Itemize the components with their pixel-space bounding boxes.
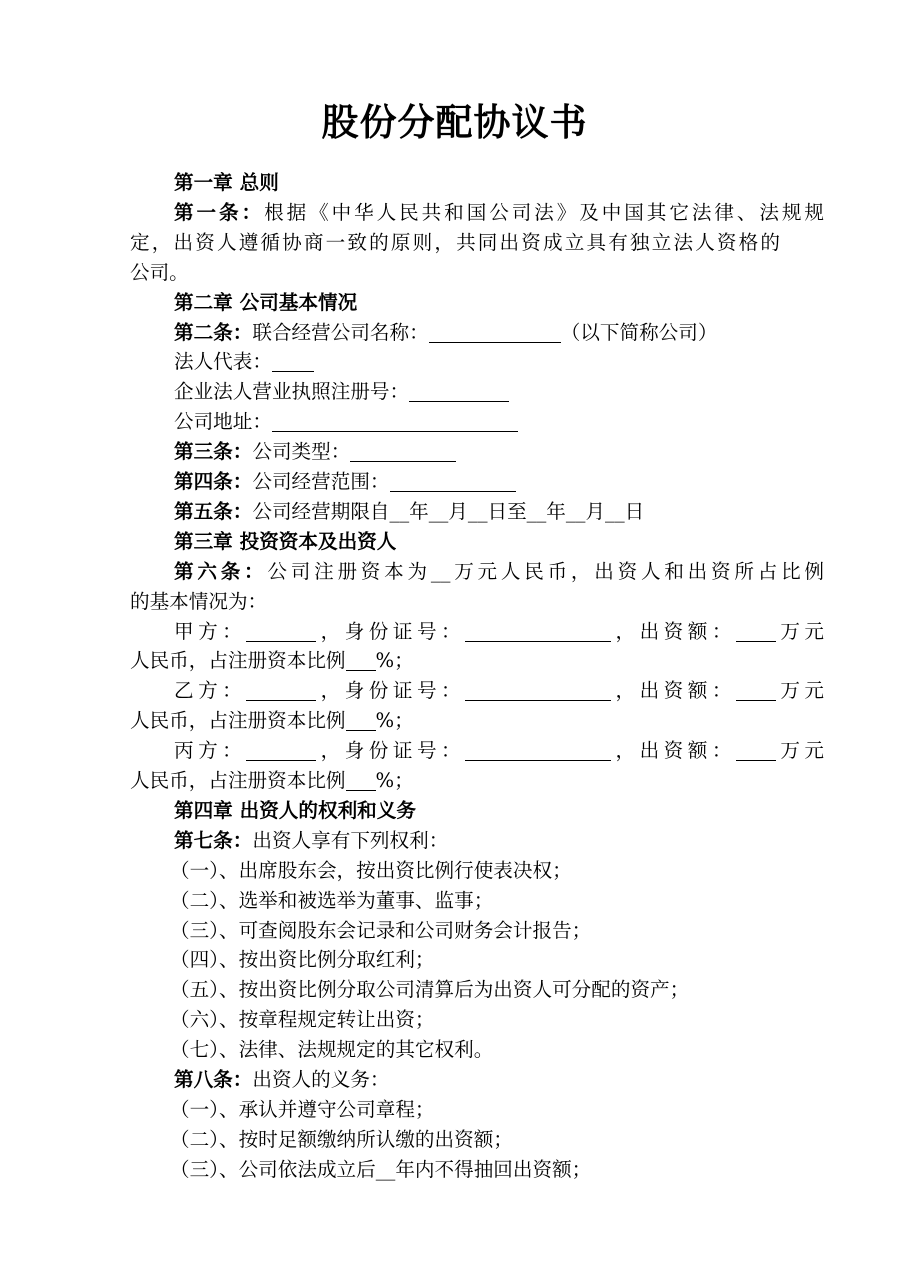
party-amount-label: ，出资额： [611,679,736,703]
list-item-text: （一）、承认并遵守公司章程； [170,1097,435,1121]
article-line [130,826,824,856]
party-amount-blank [736,680,776,701]
party-name: 甲方： [174,619,247,643]
list-item [130,1155,820,1185]
party-ratio-label: 人民币，占注册资本比例 [130,649,346,673]
article-line [130,437,824,467]
party-amount-label: ，出资额： [611,619,736,643]
article-label: 第四条： [174,470,253,493]
fill-blank [272,351,314,372]
article-text: 公司经营范围： [252,470,390,493]
field-line [130,377,824,407]
party-amount-blank [736,621,776,642]
field-line [130,407,824,437]
field-line [130,347,824,377]
document-title: 股份分配协议书 [321,100,588,144]
party-ratio-unit: %； [375,769,414,792]
party-ratio-blank [346,770,376,791]
party-id-label: ，身份证号： [316,739,466,763]
list-item-text: （二）、选举和被选举为董事、监事； [170,888,494,912]
party-id-blank [465,740,611,761]
party-unit: 万元 [775,739,825,763]
fill-blank [390,471,516,492]
chapter-heading [130,796,824,826]
party-line [130,617,824,647]
list-item [130,975,820,1005]
chapter-heading-text: 第三章 投资资本及出资人 [174,529,397,553]
party-ratio-blank [346,650,376,671]
party-name-blank [246,740,316,761]
party-id-label: ，身份证号： [316,619,466,643]
article-line [130,497,824,527]
party-ratio-label: 人民币，占注册资本比例 [130,769,346,792]
field-label: 企业法人营业执照注册号： [174,380,410,404]
party-unit: 万元 [775,619,825,643]
article-label: 第六条： [174,559,268,583]
list-item-text: （二）、按时足额缴纳所认缴的出资额； [170,1127,513,1151]
list-item [130,886,820,916]
article-text-after: （以下简称公司） [560,320,718,344]
fill-blank [350,441,456,462]
paragraph-text: 定，出资人遵循协商一致的原则，共同出资成立具有独立法人资格的 [130,230,780,254]
list-item [130,856,820,886]
party-amount-blank [736,740,776,761]
paragraph-text: 的基本情况为： [130,589,268,613]
article-text: 公司经营期限自__年__月__日至__年__月__日 [252,499,645,523]
list-item-text: （四）、按出资比例分取红利； [170,948,435,972]
list-item [130,1095,820,1125]
party-line [130,676,824,706]
article-label: 第八条： [174,1068,253,1091]
chapter-heading [130,527,824,557]
party-id-label: ，身份证号： [316,679,466,703]
chapter-heading [130,168,824,198]
article-text: 出资人的义务： [252,1068,390,1091]
list-item-text: （三）、公司依法成立后__年内不得抽回出资额； [170,1157,592,1181]
article-line [130,557,824,587]
party-ratio-line [130,766,780,796]
list-item [130,945,820,975]
list-item-text: （三）、可查阅股东会记录和公司财务会计报告； [170,918,592,942]
paragraph-continuation [130,258,780,288]
article-label: 第七条： [174,828,253,852]
paragraph-continuation [130,228,780,258]
party-ratio-label: 人民币，占注册资本比例 [130,709,346,733]
article-line [130,318,824,348]
article-line [130,467,824,497]
chapter-heading-text: 第一章 总则 [174,171,279,194]
party-ratio-line [130,646,780,676]
party-id-blank [465,621,611,642]
field-label: 公司地址： [174,410,272,434]
list-item-text: （一）、出席股东会，按出资比例行使表决权； [170,858,572,882]
party-amount-label: ，出资额： [611,739,736,763]
list-item [130,916,820,946]
list-item [130,1125,820,1155]
fill-blank [429,322,561,343]
article-text: 根据《中华人民共和国公司法》及中国其它法律、法规规 [264,200,825,224]
field-label: 法人代表： [174,350,272,374]
article-label: 第三条： [174,440,253,464]
article-text: 公司注册资本为__万元人民币，出资人和出资所占比例 [267,559,825,583]
list-item-text: （五）、按出资比例分取公司清算后为出资人可分配的资产； [170,978,690,1002]
chapter-heading-text: 第四章 出资人的权利和义务 [174,798,416,822]
party-unit: 万元 [775,679,825,703]
list-item-text: （七）、法律、法规规定的其它权利。 [170,1038,494,1062]
article-text: 出资人享有下列权利： [252,828,449,852]
chapter-heading-text: 第二章 公司基本情况 [174,290,358,314]
fill-blank [272,411,518,432]
list-item-text: （六）、按章程规定转让出资； [170,1008,435,1032]
party-name: 丙方： [174,739,247,763]
party-name-blank [246,680,316,701]
fill-blank [409,381,509,402]
article-line [130,198,824,228]
article-text: 联合经营公司名称： [252,320,429,344]
party-name: 乙方： [174,679,247,703]
party-ratio-unit: %； [375,709,414,733]
party-ratio-unit: %； [375,649,414,673]
party-name-blank [246,621,316,642]
article-text: 公司类型： [252,440,351,464]
article-line [130,1065,824,1095]
list-item [130,1005,820,1035]
article-label: 第五条： [174,499,253,523]
party-line [130,736,824,766]
article-label: 第一条： [174,200,265,224]
party-ratio-blank [346,710,376,731]
paragraph-continuation [130,587,780,617]
article-label: 第二条： [174,320,253,344]
chapter-heading [130,288,824,318]
party-id-blank [465,680,611,701]
party-ratio-line [130,706,780,736]
paragraph-text: 公司。 [130,260,189,284]
list-item [130,1035,820,1065]
